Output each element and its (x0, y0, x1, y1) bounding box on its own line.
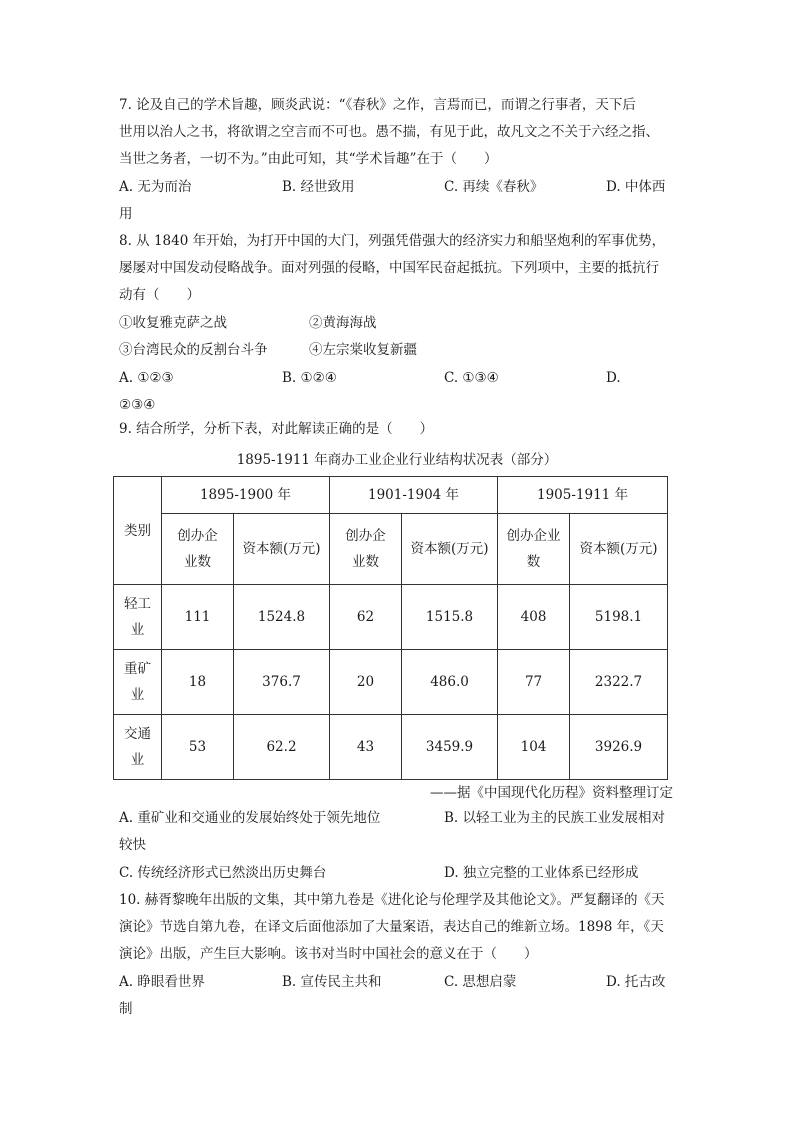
q7-line-1: 7. 论及自己的学术旨趣，顾炎武说：“《春秋》之作，言焉而已，而谓之行事者，天下后 (119, 97, 636, 113)
q8-item-2: ②黄海海战 (309, 315, 377, 331)
q8-option-d: D. (606, 370, 621, 386)
q7-line-3: 当世之务者，一切不为。”由此可知，其“学术旨趣”在于（ ） (119, 151, 498, 167)
q7-option-b: B. 经世致用 (282, 179, 355, 195)
row-category: 交通业 (114, 715, 162, 780)
industry-table (113, 476, 668, 780)
table-cell: 18 (162, 650, 234, 715)
q8-option-c: C. ①③④ (444, 370, 499, 386)
table-cell: 20 (330, 650, 402, 715)
q10-line-1: 10. 赫胥黎晚年出版的文集，其中第九卷是《进化论与伦理学及其他论文》。严复翻译的《天 (119, 892, 665, 908)
period-header-2: 1901-1904 年 (330, 477, 498, 514)
q7-option-wrap: 用 (119, 206, 133, 222)
q10-option-d: D. 托古改 (606, 974, 666, 990)
q10-line-3: 演论》出版，产生巨大影响。该书对当时中国社会的意义在于（ ） (119, 946, 538, 962)
row-category: 轻工业 (114, 585, 162, 650)
table-row (114, 585, 668, 650)
q10-option-wrap: 制 (119, 1001, 133, 1017)
category-header: 类别 (114, 477, 162, 585)
table-title: 1895-1911 年商办工业企业行业结构状况表（部分） (236, 452, 558, 468)
table-cell: 43 (330, 715, 402, 780)
q10-line-2: 演论》节选自第九卷，在译文后面他添加了大量案语，表达自己的维新立场。1898 年，《天 (119, 919, 664, 935)
q10-option-b: B. 宣传民主共和 (282, 974, 382, 990)
sub-header-count: 创办企业数 (162, 514, 234, 585)
table-cell: 3926.9 (570, 715, 668, 780)
sub-header-count: 创办企业数 (498, 514, 570, 585)
q10-option-c: C. 思想启蒙 (444, 974, 517, 990)
table-cell: 104 (498, 715, 570, 780)
q9-option-b: B. 以轻工业为主的民族工业发展相对 (444, 810, 666, 826)
q7-option-a: A. 无为而治 (119, 179, 192, 195)
q8-item-3: ③台湾民众的反割台斗争 (119, 342, 268, 358)
table-row (114, 650, 668, 715)
table-cell: 376.7 (234, 650, 330, 715)
table-cell: 62 (330, 585, 402, 650)
table-cell: 53 (162, 715, 234, 780)
table-cell: 486.0 (402, 650, 498, 715)
q7-option-d: D. 中体西 (606, 179, 666, 195)
q8-line-2: 屡屡对中国发动侵略战争。面对列强的侵略，中国军民奋起抵抗。下列项中，主要的抵抗行 (119, 260, 659, 276)
q8-option-b: B. ①②④ (282, 370, 337, 386)
table-row (114, 715, 668, 780)
sub-header-capital: 资本额(万元) (570, 514, 668, 585)
table-cell: 3459.9 (402, 715, 498, 780)
table-cell: 5198.1 (570, 585, 668, 650)
q9-option-a: A. 重矿业和交通业的发展始终处于领先地位 (119, 810, 381, 826)
period-header-3: 1905-1911 年 (498, 477, 668, 514)
table-cell: 1524.8 (234, 585, 330, 650)
sub-header-capital: 资本额(万元) (234, 514, 330, 585)
table-cell: 408 (498, 585, 570, 650)
q8-item-1: ①收复雅克萨之战 (119, 315, 227, 331)
q10-option-a: A. 睁眼看世界 (119, 974, 205, 990)
q9-option-d: D. 独立完整的工业体系已经形成 (444, 865, 639, 881)
table-source: ——据《中国现代化历程》资料整理订定 (430, 785, 673, 801)
q8-option-a: A. ①②③ (119, 370, 174, 386)
table-cell: 111 (162, 585, 234, 650)
period-header-1: 1895-1900 年 (162, 477, 330, 514)
q8-option-wrap: ②③④ (119, 397, 156, 413)
q7-option-c: C. 再续《春秋》 (444, 179, 544, 195)
q8-item-4: ④左宗棠收复新疆 (309, 342, 417, 358)
q9-option-wrap: 较快 (119, 837, 146, 853)
q9-stem: 9. 结合所学，分析下表，对此解读正确的是（ ） (119, 421, 434, 437)
q7-line-2: 世用以治人之书，将欲谓之空言而不可也。愚不揣，有见于此，故凡文之不关于六经之指、 (119, 124, 659, 140)
table-cell: 1515.8 (402, 585, 498, 650)
q8-line-1: 8. 从 1840 年开始，为打开中国的大门，列强凭借强大的经济实力和船坚炮利的军事优势， (119, 233, 666, 249)
q8-line-3: 动有（ ） (119, 287, 200, 303)
row-category: 重矿业 (114, 650, 162, 715)
sub-header-capital: 资本额(万元) (402, 514, 498, 585)
table-cell: 62.2 (234, 715, 330, 780)
q9-option-c: C. 传统经济形式已然淡出历史舞台 (119, 865, 327, 881)
table-cell: 77 (498, 650, 570, 715)
table-cell: 2322.7 (570, 650, 668, 715)
sub-header-count: 创办企业数 (330, 514, 402, 585)
